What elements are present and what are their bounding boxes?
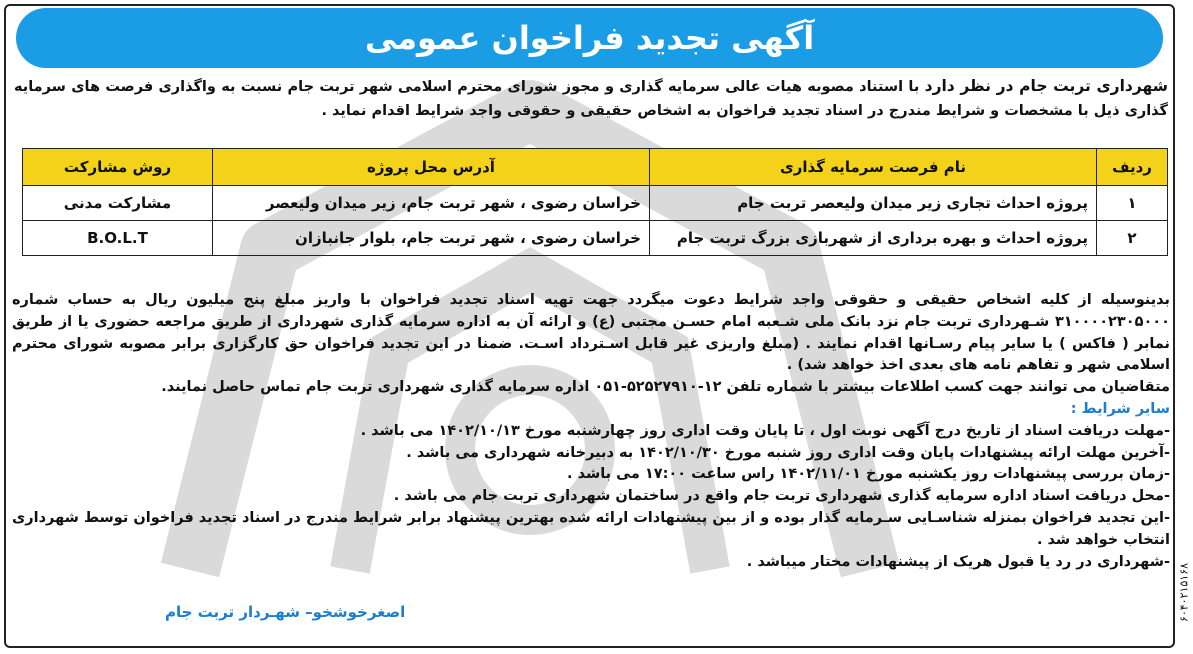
contact-paragraph: متقاضیان می توانند جهت کسب اطلاعات بیشتر با شماره تلفن ۱۲-۵۲۵۲۷۹۱۰-۰۵۱ اداره سرمایه گذاری شهرداری تربت جام تماس حاصل نمایند. <box>161 379 1170 396</box>
header-opportunity-name: نام فرصت سرمایه گذاری <box>650 149 1097 186</box>
project-address: خراسان رضوی ، شهر تربت جام، زیر میدان ولیعصر <box>213 186 650 221</box>
invitation-paragraph: بدینوسیله از کلیه اشخاص حقیقی و حقوقی واجد شرایط دعوت میگردد جهت تهیه اسناد تجدید فراخوان با واریز مبلغ پنج میلیون ریال به حساب شماره ۳۱۰۰۰۰۲۳۰۵۰۰۰ شـهرداری تربت جام نزد بانک ملی شـعبه امام حسـن مجتبی (ع) و ارائه آن به اداره سرمایه گذاری شهرداری از طریق مراجعه حضوری یا از طریق نمابر ( فاکس ) یا سایر پیام رسـانها اقدام نمایند . (مبلغ واریزی غیر قابل اسـترداد اسـت. ضمنا در این تجدید فراخوان حق کارگزاری برابر مصوبه شورای محترم اسلامی شهر و تفاهم نامه های بعدی اخذ خواهد شد) . <box>12 292 1170 374</box>
opportunity-name: پروژه احداث و بهره برداری از شهربازی بزرگ تربت جام <box>650 221 1097 256</box>
body-text <box>12 290 1170 573</box>
header-row-number: ردیف <box>1097 149 1168 186</box>
intro-lead: شهرداری تربت جام در نظر دارد <box>924 77 1168 95</box>
table-row <box>23 186 1168 221</box>
row-number: ۲ <box>1097 221 1168 256</box>
header-partnership-method: روش مشارکت <box>23 149 213 186</box>
condition-item: -آخرین مهلت ارائه پیشنهادات پایان وقت اداری روز شنبه مورخ ۱۴۰۲/۱۰/۳۰ به دبیرخانه شهرداری می باشد . <box>406 444 1170 461</box>
mayor-signature: اصغرخوشخو– شهـردار تربت جام <box>165 603 406 621</box>
table-header-row <box>23 149 1168 186</box>
intro-paragraph <box>14 74 1168 123</box>
condition-item: -این تجدید فراخوان بمنزله شناسـایی سـرمایه گذار بوده و از بین پیشنهادات ارائه شده بهترین پیشنهاد برابر شرایط مندرج در اسناد تجدید فراخوان توسط شهرداری انتخاب خواهد شد . <box>12 509 1170 548</box>
intro-text: با استناد مصوبه هیات عالی سرمایه گذاری و مجوز شورای محترم اسلامی شهر تربت جام نسبت به واگذاری فرصت های سرمایه گذاری ذیل با مشخصات و شرایط مندرج در اسناد تجدید فراخوان به اشخاص حقیقی و حقوقی واجد شرایط اقدام نماید . <box>14 79 1168 119</box>
condition-item: -زمان بررسی پیشنهادات روز یکشنبه مورخ ۱۴۰۲/۱۱/۰۱ راس ساعت ۱۷:۰۰ می باشد . <box>567 466 1170 483</box>
opportunity-name: پروژه احداث تجاری زیر میدان ولیعصر تربت جام <box>650 186 1097 221</box>
page-title: آگهی تجدید فراخوان عمومی <box>364 19 815 57</box>
partnership-method: B.O.L.T <box>23 221 213 256</box>
condition-item: -شهرداری در رد یا قبول هریک از پیشنهادات مختار میباشد . <box>746 553 1170 570</box>
side-code-text: ۶۰۴۰۲۱۵۱۶۸ <box>1177 562 1191 623</box>
project-address: خراسان رضوی ، شهر تربت جام، بلوار جانبازان <box>213 221 650 256</box>
title-banner <box>16 8 1163 68</box>
projects-table <box>22 148 1168 256</box>
condition-item: -محل دریافت اسناد اداره سرمایه گذاری شهرداری تربت جام واقع در ساختمان شهرداری تربت جام می باشد . <box>393 488 1170 505</box>
row-number: ۱ <box>1097 186 1168 221</box>
side-code <box>1176 540 1190 650</box>
partnership-method: مشارکت مدنی <box>23 186 213 221</box>
header-project-address: آدرس محل پروژه <box>213 149 650 186</box>
other-conditions-heading: سایر شرایط : <box>1070 400 1170 417</box>
table-row <box>23 221 1168 256</box>
condition-item: -مهلت دریافت اسناد از تاریخ درج آگهی نوبت اول ، تا پایان وقت اداری روز چهارشنبه مورخ ۱۴۰۲/۱۰/۱۳ می باشد . <box>360 422 1170 439</box>
